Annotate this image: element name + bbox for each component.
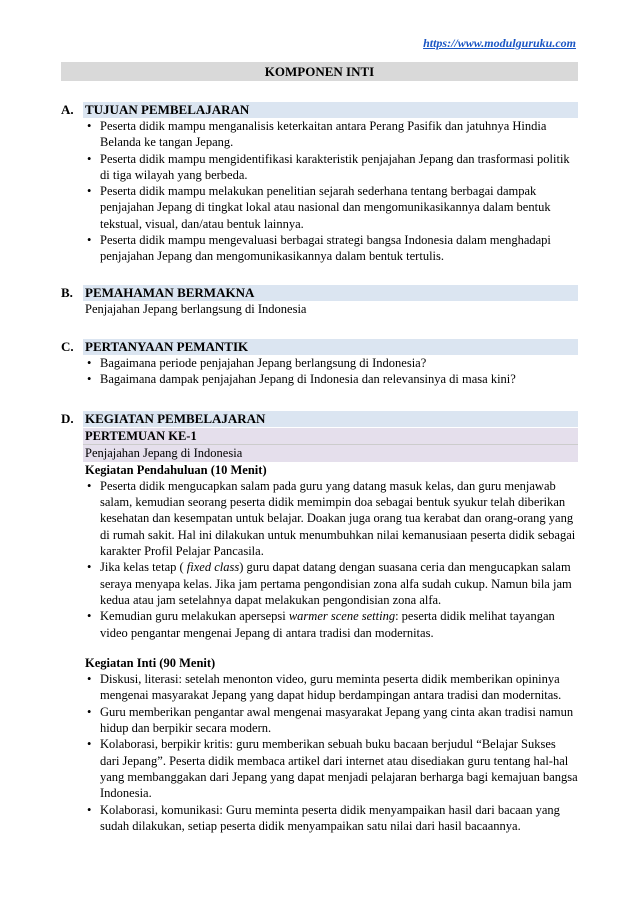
list-item: • Peserta didik mampu mengevaluasi berbagai strategi bangsa Indonesia dalam menghadapi penjajahan Jepang dan mengomunikasikannya dalam bentuk tertulis.: [83, 232, 578, 265]
meeting-topic: Penjajahan Jepang di Indonesia: [83, 444, 578, 461]
section-title: KEGIATAN PEMBELAJARAN: [83, 411, 578, 427]
list-item: • Peserta didik mampu menganalisis keterkaitan antara Perang Pasifik dan jatuhnya Hindia Belanda ke tangan Jepang.: [83, 118, 578, 151]
list-item: • Guru memberikan pengantar awal mengenai masyarakat Jepang yang cinta akan tradisi namun hidup dan berpikir secara modern.: [83, 704, 578, 737]
list-item: • Diskusi, literasi: setelah menonton video, guru meminta peserta didik memberikan opininya mengenai masyarakat Jepang yang dapat hidup berdampingan antara tradisi dan modernitas.: [83, 671, 578, 704]
meeting-title: PERTEMUAN KE-1: [83, 428, 578, 444]
intro-activity-list: [83, 478, 578, 641]
list-item: • Bagaimana dampak penjajahan Jepang di Indonesia dan relevansinya di masa kini?: [83, 371, 578, 387]
list-item: • Peserta didik mampu mengidentifikasi karakteristik penjajahan Jepang dan trasformasi politik di tiga wilayah yang berbeda.: [83, 151, 578, 184]
section-letter: B.: [61, 285, 73, 300]
understanding-text: Penjajahan Jepang berlangsung di Indonesia: [85, 302, 307, 316]
core-activity-title: Kegiatan Inti (90 Menit): [85, 655, 216, 670]
item-emphasis: warmer scene setting: [288, 609, 396, 624]
list-item: • Peserta didik mengucapkan salam pada guru yang datang masuk kelas, dan guru menjawab salam, kemudian seorang peserta didik memimpin doa sebagai bentuk syukur telah diberikan kesehatan dan kesempatan untuk belajar. Doakan juga orang tua kerabat dan orang-orang yang di rumah sakit. Hal ini dilakukan untuk menumbuhkan nilai kemanusiaan peserta didik sebagai karakter Profil Pelajar Pancasila.: [83, 478, 578, 559]
list-item: [83, 559, 578, 608]
list-item: [83, 608, 578, 641]
item-text: Jika kelas tetap (: [100, 560, 187, 575]
section-kegiatan-pembelajaran: [61, 411, 578, 834]
section-title: TUJUAN PEMBELAJARAN: [83, 102, 578, 118]
core-activity-list: [83, 671, 578, 834]
section-title: PEMAHAMAN BERMAKNA: [83, 285, 578, 301]
question-list: [83, 355, 578, 388]
item-emphasis: fixed class: [186, 560, 240, 575]
item-text: ) guru dapat datang dengan suasana ceria dan mengucapkan salam seraya menyapa kelas. Jika jam pertama pengondisian zona alfa sudah cukup. Namun bila jam kedua atau jam setelahnya dapat melakukan pengondisian zona alfa.: [100, 560, 572, 607]
intro-activity-title: Kegiatan Pendahuluan (10 Menit): [85, 462, 267, 477]
section-pertanyaan-pemantik: [61, 339, 578, 388]
section-header: [61, 102, 578, 118]
section-header: [61, 411, 578, 427]
section-letter: C.: [61, 339, 74, 354]
page-title: KOMPONEN INTI: [61, 62, 578, 81]
section-pemahaman-bermakna: [61, 285, 578, 317]
section-letter: D.: [61, 411, 74, 426]
list-item: • Bagaimana periode penjajahan Jepang berlangsung di Indonesia?: [83, 355, 578, 371]
item-text: : peserta didik melihat tayangan video pengantar mengenai Jepang di antara tradisi dan modernitas.: [100, 609, 555, 640]
list-item: • Kolaborasi, komunikasi: Guru meminta peserta didik menyampaikan hasil dari bacaan yang sudah dilakukan, setiap peserta didik menyampaikan satu nilai dari hasil bacaannya.: [83, 802, 578, 835]
source-url-link[interactable]: https://www.modulguruku.com: [423, 36, 576, 50]
objective-list: [83, 118, 578, 265]
section-tujuan-pembelajaran: [61, 102, 578, 265]
section-header: [61, 339, 578, 355]
list-item: • Peserta didik mampu melakukan penelitian sejarah sederhana tentang berbagai dampak penjajahan Jepang di tingkat lokal atau nasional dan mengomunikasikannya dalam bentuk tekstual, visual, dan/atau bentuk lainnya.: [83, 183, 578, 232]
list-item: • Kolaborasi, berpikir kritis: guru memberikan sebuah buku bacaan berjudul “Belajar Sukses dari Jepang”. Peserta didik membaca artikel dari internet atau disediakan guru tentang hal-hal yang membanggakan dari Jepang yang dapat menjadi pelajaran berharga bagi kemajuan bangsa Indonesia.: [83, 736, 578, 801]
section-header: [61, 285, 578, 301]
section-title: PERTANYAAN PEMANTIK: [83, 339, 578, 355]
section-letter: A.: [61, 102, 74, 117]
item-text: Kemudian guru melakukan apersepsi: [100, 609, 289, 624]
